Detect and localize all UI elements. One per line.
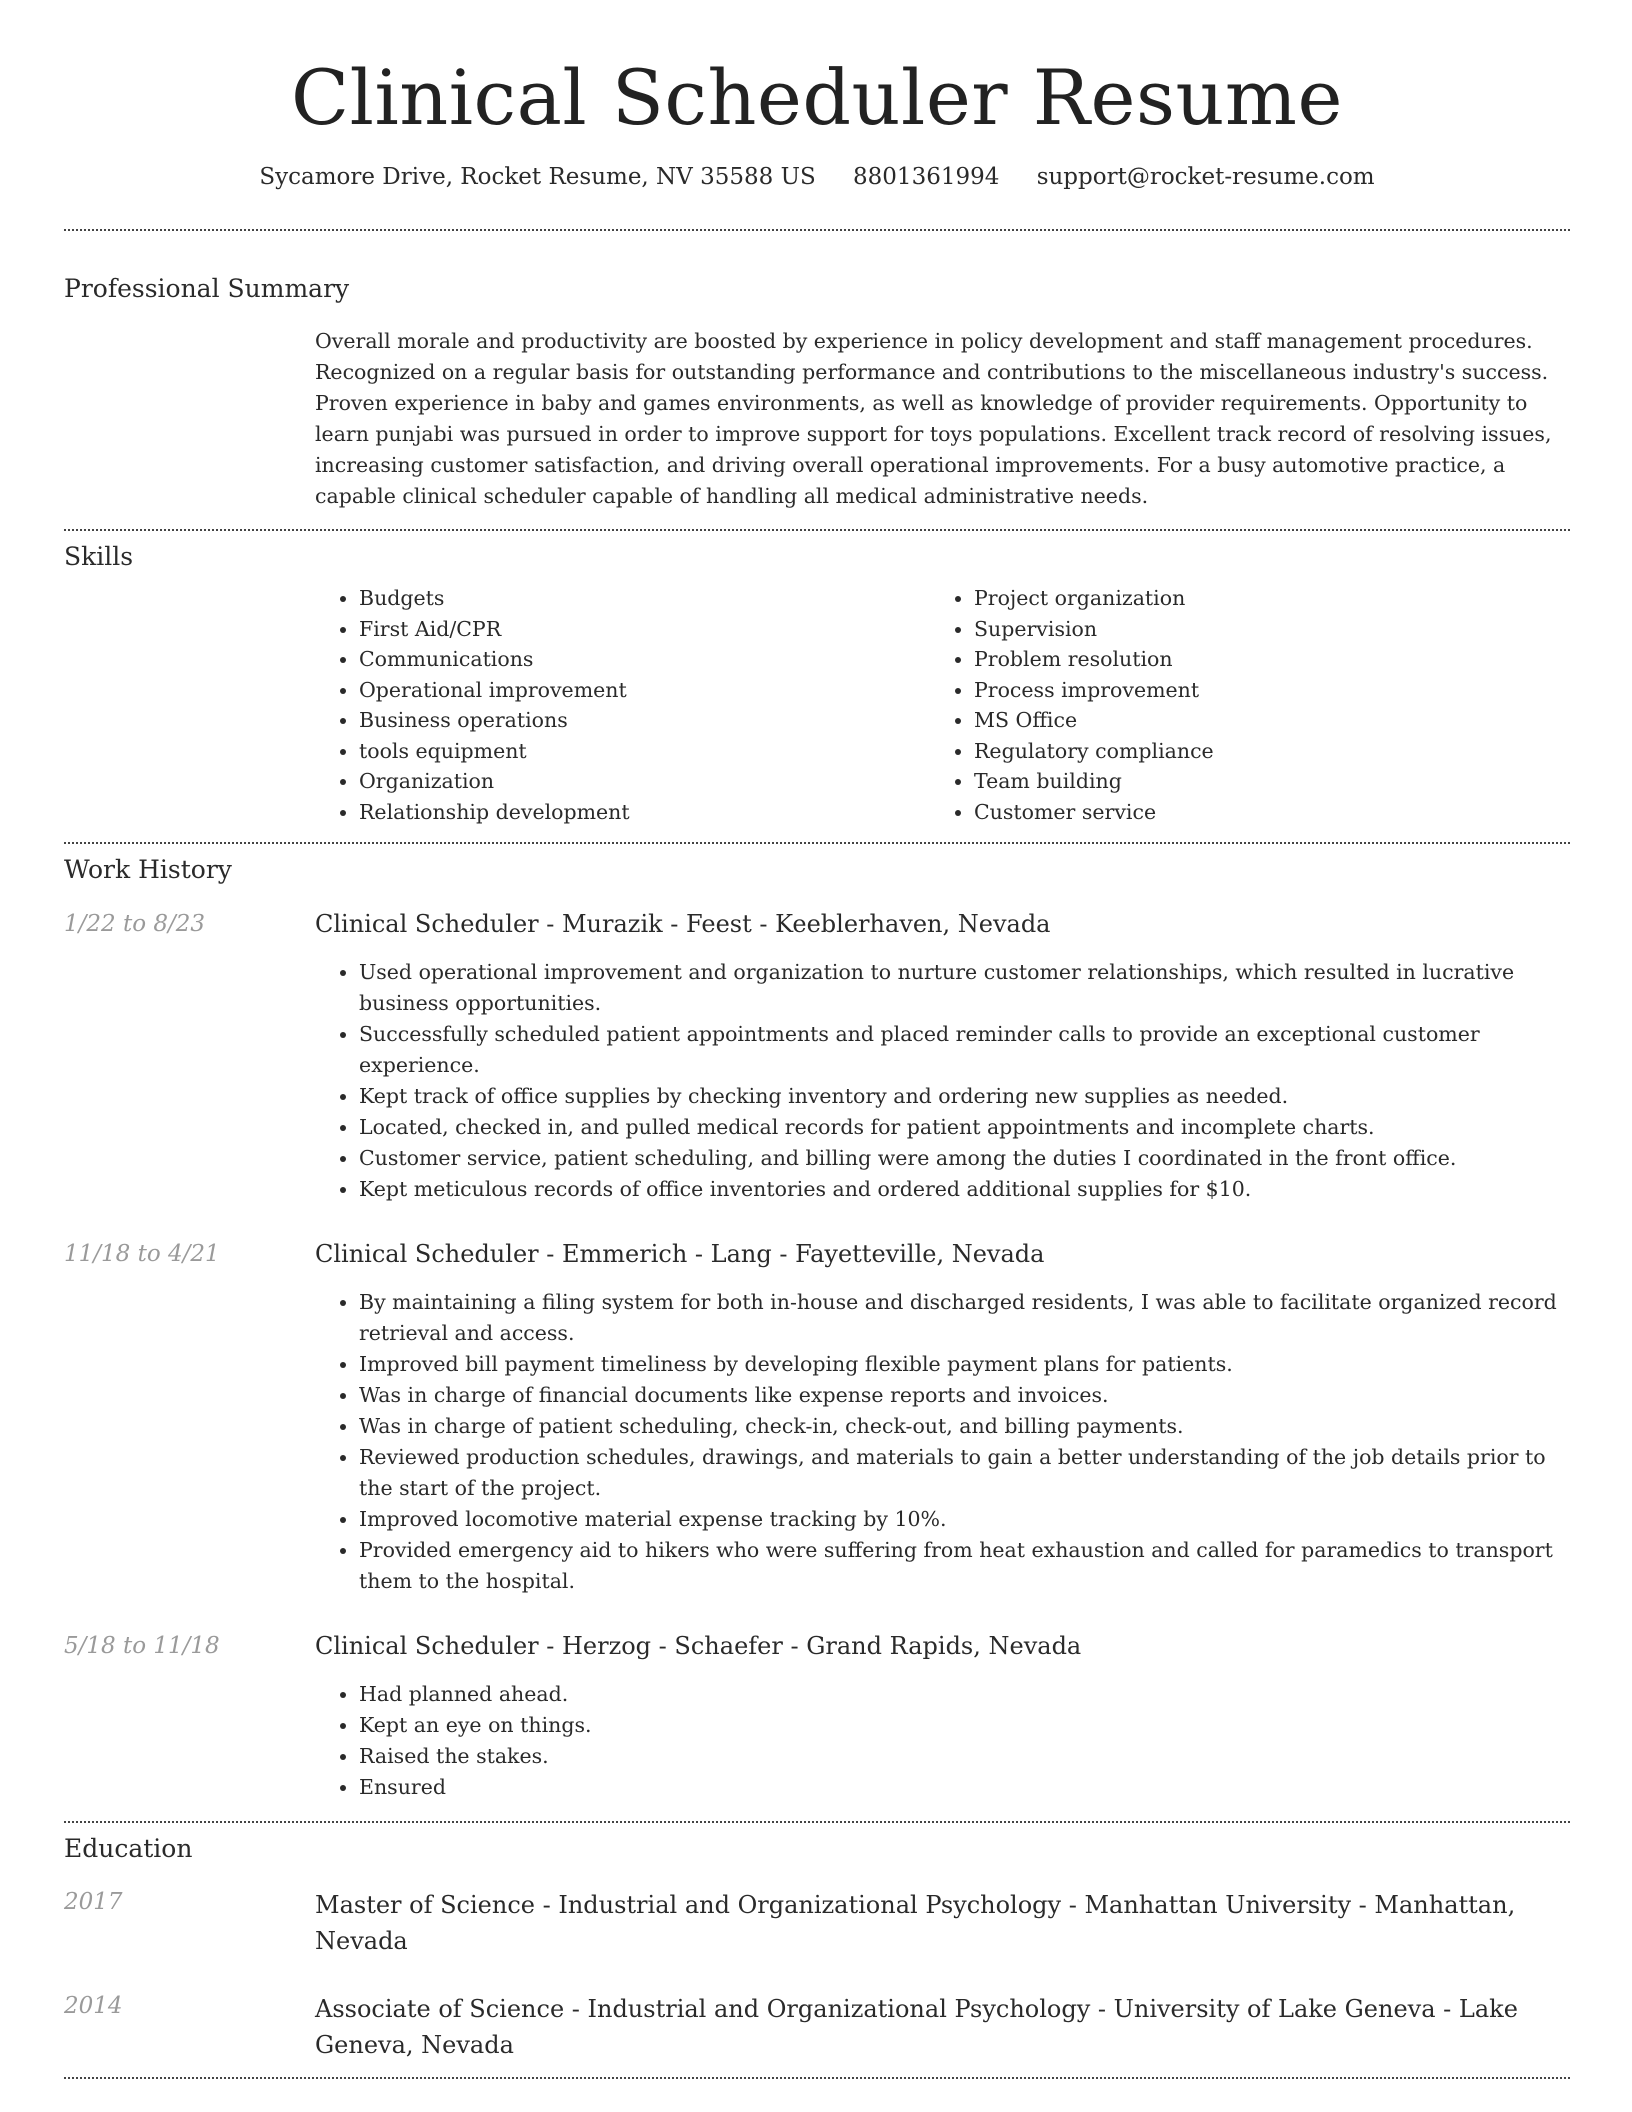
skill-item: • Process improvement bbox=[974, 675, 1545, 706]
job-bullet: • Improved locomotive material expense tracking by 10%. bbox=[359, 1504, 1570, 1535]
skill-item: • Budgets bbox=[359, 583, 930, 614]
skill-item: • Business operations bbox=[359, 705, 930, 736]
job-bullet: • Was in charge of financial documents like expense reports and invoices. bbox=[359, 1380, 1570, 1411]
education-heading: Education bbox=[64, 1833, 193, 1863]
contact-phone: 8801361994 bbox=[853, 164, 1000, 191]
skill-item: • First Aid/CPR bbox=[359, 614, 930, 645]
education-title: Associate of Science - Industrial and Organizational Psychology - University of Lake Geneva - Lake Geneva, Nevada bbox=[315, 1995, 1518, 2060]
skills-section bbox=[64, 531, 1570, 828]
job-bullet: • Had planned ahead. bbox=[359, 1679, 1570, 1710]
job-bullet: • Reviewed production schedules, drawings, and materials to gain a better understanding of the job details prior to the start of the project. bbox=[359, 1442, 1570, 1504]
job-dates: 11/18 to 4/21 bbox=[64, 1240, 220, 1267]
education-year: 2017 bbox=[64, 1889, 123, 1916]
contact-address: Sycamore Drive, Rocket Resume, NV 35588 US bbox=[259, 164, 816, 191]
skill-item: • Supervision bbox=[974, 614, 1545, 645]
contact-line bbox=[64, 163, 1570, 193]
job-bullet: • Customer service, patient scheduling, and billing were among the duties I coordinated in the front office. bbox=[359, 1143, 1570, 1174]
job-dates: 1/22 to 8/23 bbox=[64, 910, 206, 937]
job-bullet: • Kept meticulous records of office inventories and ordered additional supplies for $10. bbox=[359, 1174, 1570, 1205]
skills-list-left bbox=[315, 583, 930, 827]
contact-email: support@rocket-resume.com bbox=[1036, 164, 1375, 191]
education-title: Master of Science - Industrial and Organizational Psychology - Manhattan University - Manhattan, Nevada bbox=[315, 1891, 1516, 1956]
job-bullet: • By maintaining a filing system for both in-house and discharged residents, I was able to facilitate organized record retrieval and access. bbox=[359, 1287, 1570, 1349]
resume-page bbox=[64, 0, 1570, 2079]
resume-title: Clinical Scheduler Resume bbox=[291, 53, 1343, 142]
skills-heading: Skills bbox=[64, 541, 134, 571]
education-entry bbox=[64, 1991, 1570, 2063]
job-bullets bbox=[315, 1679, 1570, 1803]
skill-item: • Communications bbox=[359, 644, 930, 675]
skill-item: • Organization bbox=[359, 766, 930, 797]
skill-item: • Team building bbox=[974, 766, 1545, 797]
job-title: Clinical Scheduler - Herzog - Schaefer - Grand Rapids, Nevada bbox=[315, 1631, 1082, 1660]
job-bullets bbox=[315, 957, 1570, 1205]
job-bullet: • Used operational improvement and organization to nurture customer relationships, which resulted in lucrative business opportunities. bbox=[359, 957, 1570, 1019]
education-year: 2014 bbox=[64, 1993, 123, 2020]
job-bullets bbox=[315, 1287, 1570, 1597]
job-entry bbox=[64, 1631, 1570, 1803]
job-title: Clinical Scheduler - Murazik - Feest - Keeblerhaven, Nevada bbox=[315, 909, 1051, 938]
summary-section bbox=[64, 231, 1570, 512]
skill-item: • Relationship development bbox=[359, 797, 930, 828]
summary-text: Overall morale and productivity are boosted by experience in policy development and staff management procedures. Recognized on a regular basis for outstanding performance and contributions to the miscellaneous industry's success. Proven experience in baby and games environments, as well as knowledge of provider requirements. Opportunity to learn punjabi was pursued in order to improve support for toys populations. Excellent track record of resolving issues, increasing customer satisfaction, and driving overall operational improvements. For a busy automotive practice, a capable clinical scheduler capable of handling all medical administrative needs. bbox=[315, 328, 1552, 508]
job-bullet: • Ensured bbox=[359, 1772, 1570, 1803]
work-section bbox=[64, 844, 1570, 1803]
job-bullet: • Was in charge of patient scheduling, check-in, check-out, and billing payments. bbox=[359, 1411, 1570, 1442]
job-bullet: • Provided emergency aid to hikers who were suffering from heat exhaustion and called for paramedics to transport them to the hospital. bbox=[359, 1535, 1570, 1597]
divider bbox=[64, 2077, 1570, 2079]
skills-list-right bbox=[930, 583, 1545, 827]
skill-item: • tools equipment bbox=[359, 736, 930, 767]
job-bullet: • Improved bill payment timeliness by developing flexible payment plans for patients. bbox=[359, 1349, 1570, 1380]
education-entry bbox=[64, 1887, 1570, 1959]
job-entry bbox=[64, 909, 1570, 1205]
job-entry bbox=[64, 1239, 1570, 1597]
education-section bbox=[64, 1823, 1570, 2064]
job-dates: 5/18 to 11/18 bbox=[64, 1632, 220, 1659]
job-bullet: • Successfully scheduled patient appointments and placed reminder calls to provide an exceptional customer experience. bbox=[359, 1019, 1570, 1081]
job-bullet: • Kept an eye on things. bbox=[359, 1710, 1570, 1741]
skill-item: • Project organization bbox=[974, 583, 1545, 614]
job-bullet: • Kept track of office supplies by checking inventory and ordering new supplies as needed. bbox=[359, 1081, 1570, 1112]
skill-item: • Operational improvement bbox=[359, 675, 930, 706]
job-bullet: • Located, checked in, and pulled medical records for patient appointments and incomplete charts. bbox=[359, 1112, 1570, 1143]
skill-item: • MS Office bbox=[974, 705, 1545, 736]
work-heading: Work History bbox=[64, 855, 232, 885]
skill-item: • Problem resolution bbox=[974, 644, 1545, 675]
summary-heading: Professional Summary bbox=[64, 274, 350, 304]
skill-item: • Regulatory compliance bbox=[974, 736, 1545, 767]
skill-item: • Customer service bbox=[974, 797, 1545, 828]
job-bullet: • Raised the stakes. bbox=[359, 1741, 1570, 1772]
job-title: Clinical Scheduler - Emmerich - Lang - Fayetteville, Nevada bbox=[315, 1239, 1045, 1268]
